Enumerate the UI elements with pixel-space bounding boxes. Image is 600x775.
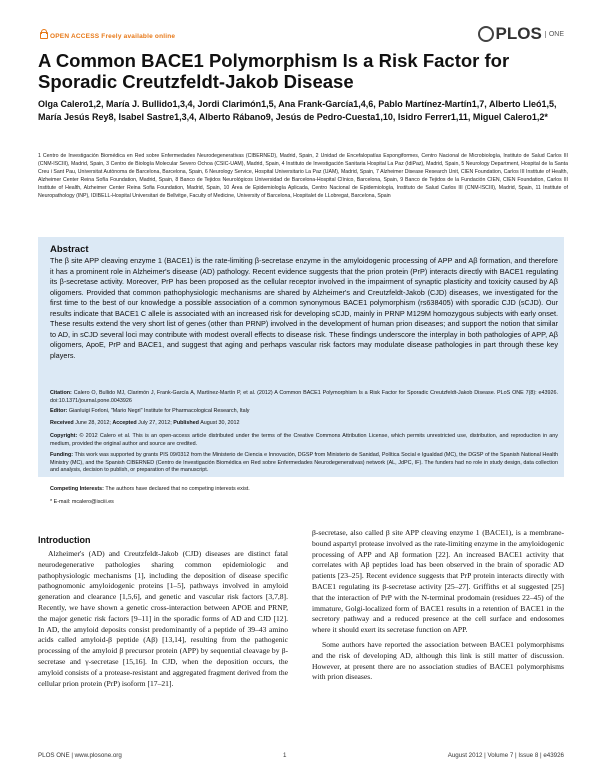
- open-access-label: OPEN ACCESS Freely available online: [38, 32, 175, 40]
- intro-column-1: Alzheimer's (AD) and Creutzfeldt-Jakob (CJD) diseases are distinct fatal neurodegenerative pathologies sharing common epidemiologic and pathophysiologic mechanisms [1], including the deposition of disease specific pathognomonic amyloidogenic proteins [1–5], pathways involved in amyloid generation and clearance [1,5,6], and genetic and vascular risk factors [3,7,8]. Recently, we have shown a genetic cross-interaction between APOE and PRNP, the major genetic risk factors [9–11] in the sporadic forms of AD and CJD [12]. In AD, the amyloid deposits consist predominantly of a peptide of 39–43 amino acids called amyloid-β peptide (Aβ) [13,14], resulting from the pathogenic processing of the amyloid β precursor protein (APP) by sequential cleavage by β-secretase and γ-secretase [15,16]. In CJD, when the deposition occurs, the amyloid consists of a protease-resistant and aggregated fragment derived from the cellular prion protein (PrP) isoform [17–21].: [38, 549, 288, 688]
- article-title: A Common BACE1 Polymorphism Is a Risk Factor for Sporadic Creutzfeldt-Jakob Disease: [38, 50, 510, 92]
- intro-paragraph: β-secretase, also called β site APP cleaving enzyme 1 (BACE1), is a membrane-bound aspartyl protease involved as the rate-limiting enzyme in the amyloidogenic processing of APP and Aβ formation [22]. An increased BACE1 activity that correlates with Aβ peptides load has been observed in the brain of sporadic AD patients [23–25]. Recent evidence suggests that PrP protein interacts directly with BACE1 regulating its β-secretase activity [25–27]. Griffiths et al suggested [25] that the interaction of PrP with the N-terminal prodomain (residues 22–45) of the immature, Golgi-localized form of BACE1 results in a retention of BACE1 in the secretory pathway and a reduced presence at the cell surface and endosomes where it should exert its secretase function on APP.: [312, 528, 564, 635]
- editor: Editor: Gianluigi Forloni, "Mario Negri" Institute for Pharmacological Research, Italy: [50, 408, 250, 414]
- issue-info: August 2012 | Volume 7 | Issue 8 | e43926: [447, 752, 564, 759]
- page-footer: [38, 752, 564, 759]
- intro-column-2: [312, 528, 564, 687]
- page-number: 1: [283, 752, 287, 759]
- author-list: Olga Calero1,2, María J. Bullido1,3,4, Jordi Clarimón1,5, Ana Frank-García1,4,6, Pablo Martínez-Martín1,7, Alberto Lleó1,5, María Jesús Rey8, Isabel Sastre1,3,4, Alberto Rábano9, Jesús de Pedro-Cuesta1,10, Isidro Ferrer1,11, Miguel Calero1,2*: [38, 99, 557, 122]
- lock-icon: [40, 32, 48, 39]
- intro-paragraph: Some authors have reported the association between BACE1 polymorphisms and the risk of developing AD, although this link is still matter of discussion. However, at present there are no association studies of BACE1 polymorphisms with prion diseases.: [312, 639, 564, 682]
- abstract-heading: Abstract: [50, 244, 89, 255]
- plos-logo-icon: [478, 26, 494, 42]
- footer-journal-link[interactable]: PLOS ONE | www.plosone.org: [38, 752, 122, 759]
- funding: Funding: This work was supported by grants PIS 09/0312 from the Ministerio de Ciencia e Innovación, DGSP from Ministerio de Sanidad, Política Social e Igualdad (MC), the DGSP of the Spanish National Health Ministry (MC), and the Spanish CIBERNED (Centro de Investigación Biomédica en Red sobre Enfermedades Neurodegenerativas) network (AL, JdPC, IF). The funders had no role in study design, data collection and analysis, decision to publish, or preparation of the manuscript.: [50, 452, 559, 473]
- citation: Citation: Calero O, Bullido MJ, Clarimón J, Frank-García A, Martínez-Martín P, et al. (2012) A Common BACE1 Polymorphism Is a Risk Factor for Sporadic Creutzfeldt-Jakob Disease. PLoS ONE 7(8): e43926. doi:10.1371/journal.pone.0043926: [50, 390, 558, 404]
- introduction-heading: Introduction: [38, 535, 91, 545]
- journal-logo: [478, 24, 564, 44]
- copyright: Copyright: © 2012 Calero et al. This is an open-access article distributed under the terms of the Creative Commons Attribution License, which permits unrestricted use, distribution, and reproduction in any medium, provided the original author and source are credited.: [50, 433, 558, 447]
- journal-logo-suffix: ONE: [545, 31, 564, 38]
- affiliations: 1 Centro de Investigación Biomédica en Red sobre Enfermedades Neurodegenerativas (CIBERNED), Madrid, Spain, 2 Unidad de Encefalopatías Espongiformes, Centro Nacional de Microbiología, Instituto de Salud Carlos III (CNM-ISCIII), Madrid, Spain, 3 Centro de Biología Molecular Severo Ochoa (CSIC-UAM), Madrid, Spain, 4 Instituto de Investigación Sanitaria Hospital La Paz (IdiPaz), Madrid, Spain, 5 Neurology Department, Hospital de la Santa Creu i Sant Pau, Universitat Autònoma de Barcelona, Barcelona, Spain, 6 Neurology Service, Hospital Universitario La Paz (UAM), Madrid, Spain, 7 Alzheimer Disease Research Unit, CIEN Foundation, Carlos III Institute of Health, Alzheimer Center Reina Sofía Foundation, Madrid, Spain, 8 Banco de Tejidos Neurológicos Universidad de Barcelona-Hospital Clínico, Barcelona, Spain, 9 Banco de Tejidos de la Fundación CIEN, CIEN Foundation, Carlos III Institute of Health, Alzheimer Center Reina Sofia Foundation, Madrid, Spain, 10 Área de Epidemiología Aplicada, Centro Nacional de Epidemiología, Instituto de Salud Carlos III (CNM-ISCIII), Madrid, Spain, 11 Institute of Neuropathology (INP), IDIBELL-Hospital Universitari de Bellvitge, Faculty of Medicine, University of Barcelona, Hospitalet de LLobregat, Barcelona, Spain: [38, 153, 568, 199]
- abstract-body: The β site APP cleaving enzyme 1 (BACE1) is the rate-limiting β-secretase enzyme in the amyloidogenic processing of APP and Aβ formation, and therefore it has a prominent role in Alzheimer's disease (AD) pathology. Recent evidence suggests that the prion protein (PrP) interacts directly with BACE1 regulating its β-secretase activity. Moreover, PrP has been proposed as the cellular receptor involved in the impairment of synaptic plasticity and toxicity caused by Aβ oligomers. Provided that common pathophysiologic mechanisms are shared by Alzheimer's and Creutzfeldt-Jakob (CJD) diseases, we investigated for the first time to the best of our knowledge a possible association of a common synonymous BACE1 polymorphism (rs638405) with sporadic CJD (sCJD). Our results indicate that BACE1 C allele is associated with an increased risk for developing sCJD, mainly in PRNP M129M homozygous subjects with early onset. These results extend the very short list of genes (other than PRNP) involved in the development of human prion diseases; and support the notion that similar to AD, in sCJD several loci may contribute with modest overall effects to disease risk. These findings underscore the interplay in both pathologies of APP, Aβ oligomers, ApoE, PrP and BACE1, and suggest that aging and perhaps vascular risk factors may modulate disease pathologies in part through these key players.: [50, 256, 558, 360]
- email[interactable]: * E-mail: mcalero@isciii.es: [50, 499, 114, 505]
- competing-interests: Competing Interests: The authors have declared that no competing interests exist.: [50, 486, 250, 492]
- dates: Received June 28, 2012; Accepted July 27, 2012; Published August 30, 2012: [50, 420, 240, 426]
- journal-logo-text: PLOS: [495, 24, 542, 43]
